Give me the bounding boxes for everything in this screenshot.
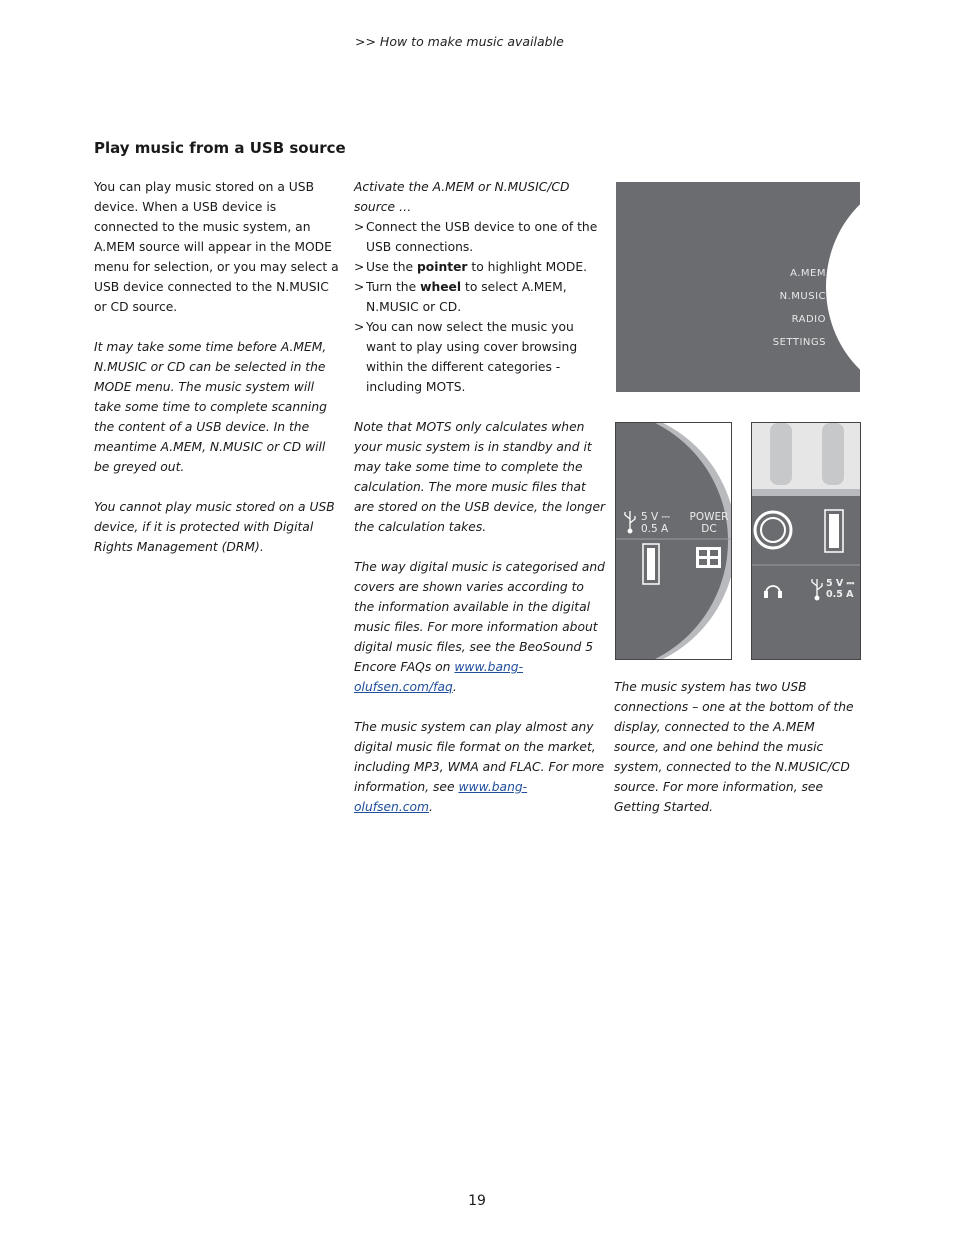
display-bottom-drawing <box>616 423 731 659</box>
left-column <box>94 177 344 577</box>
menu-item-settings: SETTINGS <box>772 337 826 348</box>
section-title: Play music from a USB source <box>94 139 346 157</box>
intro-paragraph: You can play music stored on a USB device. When a USB device is connected to the music system, an A.MEM source will appear in the MODE menu for selection, or you may select a USB device connected to the N.MUSIC or CD source. <box>94 180 339 314</box>
middle-column <box>354 177 606 837</box>
usb-rating-label <box>641 511 670 535</box>
step-marker: > <box>354 280 365 294</box>
step-marker: > <box>354 260 365 274</box>
rear-usb-voltage: 5 V ⎓ <box>826 578 855 589</box>
rear-slot-right <box>822 423 844 485</box>
step-item <box>354 317 606 397</box>
usb-current: 0.5 A <box>641 523 669 535</box>
illustration-caption: The music system has two USB connections – one at the bottom of the display, connected to the A.MEM source, and one behind the music system, connected to the N.MUSIC/CD source. For more information, see Getting Started. <box>614 680 854 814</box>
format-text: The music system can play almost any digital music file format on the market, including MP3, WMA and FLAC. For more information, see <box>354 720 605 794</box>
drm-note: You cannot play music stored on a USB device, if it is protected with Digital Rights Management (DRM). <box>94 500 335 554</box>
period: . <box>452 680 457 694</box>
step-text: Turn the <box>366 280 421 294</box>
step-text: to select A.MEM, N.MUSIC or CD. <box>366 280 567 314</box>
step-item <box>354 257 606 277</box>
step-item <box>354 277 606 317</box>
rear-strip <box>752 489 860 496</box>
activate-heading: Activate the A.MEM or N.MUSIC/CD source … <box>354 180 570 214</box>
step-keyword: pointer <box>416 260 468 274</box>
rear-usb-port-illustration <box>751 422 861 660</box>
format-note <box>354 717 606 817</box>
usb-port-slot <box>647 548 655 580</box>
step-text: Connect the USB device to one of the USB connections. <box>366 220 598 254</box>
power-dc-label <box>686 511 732 535</box>
step-marker: > <box>354 320 365 334</box>
rear-usb-rating-label <box>826 578 854 600</box>
categorise-note <box>354 557 606 697</box>
usb-voltage: 5 V ⎓ <box>641 511 670 523</box>
rear-panel-drawing <box>752 423 860 659</box>
mots-note: Note that MOTS only calculates when your music system is in standby and it may take some time to complete the calculation. The more music files that are stored on the USB device, the longer the calculation takes. <box>354 420 606 534</box>
menu-item-radio: RADIO <box>791 314 826 325</box>
display-body <box>616 423 728 659</box>
step-list <box>354 217 606 397</box>
faq-link[interactable]: www.bang-olufsen.com/faq <box>354 660 524 694</box>
menu-item-amem: A.MEM <box>790 268 826 279</box>
mode-menu-illustration <box>616 182 860 392</box>
site-link[interactable]: www.bang-olufsen.com <box>354 780 528 814</box>
rear-usb-slot <box>829 514 839 548</box>
power-dc-icon <box>696 547 721 568</box>
display-arc <box>826 182 860 392</box>
step-text: Use the <box>366 260 417 274</box>
rear-slot-left <box>770 423 792 485</box>
period: . <box>429 800 433 814</box>
menu-item-nmusic: N.MUSIC <box>779 291 826 302</box>
dc-text: DC <box>701 523 717 535</box>
display-usb-port-illustration <box>615 422 732 660</box>
step-marker: > <box>354 220 365 234</box>
step-keyword: wheel <box>420 280 462 294</box>
step-text: You can now select the music you want to play using cover browsing within the different categories - including MOTS. <box>366 320 578 394</box>
categorise-text: The way digital music is categorised and covers are shown varies according to the information available in the digital music files. For more information about digital music files, see the BeoSound 5 Encore FAQs on <box>354 560 605 674</box>
scan-note: It may take some time before A.MEM, N.MUSIC or CD can be selected in the MODE menu. The music system will take some time to complete scanning the content of a USB device. In the meantime A.MEM, N.MUSIC or CD will be greyed out. <box>94 340 327 474</box>
power-text: POWER <box>689 511 729 523</box>
step-text: to highlight MODE. <box>467 260 588 274</box>
step-item <box>354 217 606 257</box>
page-number: 19 <box>468 1193 486 1209</box>
rear-usb-current: 0.5 A <box>826 589 854 600</box>
running-header: >> How to make music available <box>355 34 564 49</box>
